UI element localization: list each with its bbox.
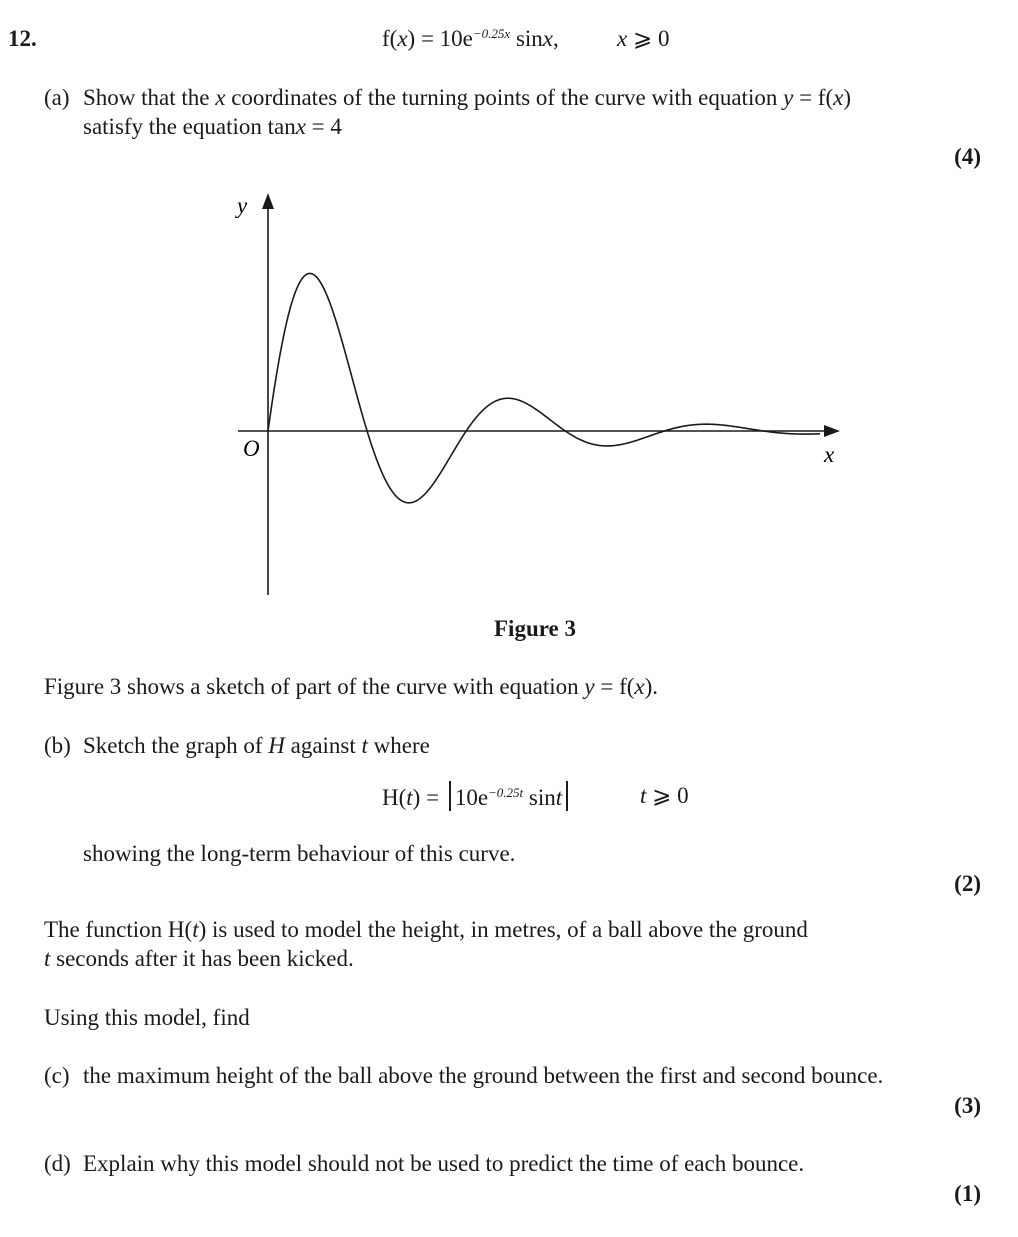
definition-exponent: −0.25x	[472, 26, 511, 41]
abs-bar-right	[566, 781, 568, 811]
formula-domain	[640, 781, 689, 810]
definition-lhs: f(	[382, 26, 398, 51]
context-text: ) is used to model the height, in metres, of a ball above the ground	[198, 917, 808, 942]
part-c-text: the maximum height of the ball above the ground between the first and second bounce.	[83, 1063, 884, 1088]
context-t: t	[44, 946, 51, 971]
part-a-line1	[83, 83, 851, 112]
formula-var: t	[406, 785, 413, 810]
intro-x: x	[634, 674, 645, 699]
part-b-marks: (2)	[954, 871, 981, 896]
part-b-label: (b)	[44, 733, 71, 758]
context-line1	[44, 915, 808, 944]
context-line2	[44, 944, 354, 973]
intro-y: y	[584, 674, 595, 699]
part-b-text: where	[367, 733, 430, 758]
domain-var: x	[617, 26, 628, 51]
formula-lhs: H(	[382, 785, 407, 810]
context-text: The function H(	[44, 917, 193, 942]
formula-inner: 10e	[454, 785, 489, 810]
part-a-text: = f(	[793, 85, 834, 110]
y-axis-label: y	[237, 193, 248, 218]
part-a-text: = 4	[305, 114, 342, 139]
formula-domain-var: t	[640, 783, 647, 808]
intro-text: = f(	[594, 674, 635, 699]
figure-intro	[44, 672, 658, 701]
part-b-formula	[382, 781, 572, 812]
part-d-text: Explain why this model should not be used to predict the time of each bounce.	[83, 1151, 805, 1176]
part-d-label: (d)	[44, 1151, 71, 1176]
figure-caption: Figure 3	[494, 616, 576, 641]
part-b-text: against	[284, 733, 362, 758]
part-b-H: H	[268, 733, 285, 758]
origin-label: O	[243, 436, 260, 461]
formula-sin-var: t	[555, 785, 563, 810]
part-a-text: )	[843, 85, 851, 110]
part-d-marks: (1)	[954, 1181, 981, 1206]
formula-sin: sin	[523, 785, 556, 810]
function-definition	[382, 24, 559, 53]
formula-mid: ) =	[412, 785, 445, 810]
x-axis-label: x	[824, 442, 835, 467]
part-a-x: x	[215, 85, 226, 110]
curve	[268, 273, 820, 502]
part-a-text: Show that the	[83, 85, 216, 110]
part-a-text: coordinates of the turning points of the curve with equation	[225, 85, 784, 110]
question-number: 12.	[8, 26, 37, 51]
part-c-marks: (3)	[954, 1093, 981, 1118]
definition-mid: ) = 10e	[407, 26, 473, 51]
using-model-text: Using this model, find	[44, 1005, 250, 1030]
definition-sin: sin	[510, 26, 543, 51]
context-t: t	[192, 917, 199, 942]
y-axis-arrow	[262, 193, 274, 209]
part-a-label: (a)	[44, 85, 70, 110]
part-a-y: y	[783, 85, 794, 110]
part-a-x: x	[295, 114, 306, 139]
part-a-marks: (4)	[954, 144, 981, 169]
x-axis-arrow	[824, 425, 840, 437]
part-b-text: Sketch the graph of	[83, 733, 269, 758]
domain-rest: ⩾ 0	[627, 26, 670, 51]
definition-comma: ,	[553, 26, 559, 51]
part-b-follow: showing the long-term behaviour of this curve.	[83, 841, 516, 866]
definition-var: x	[397, 26, 408, 51]
part-b-t: t	[361, 733, 368, 758]
part-a-x: x	[833, 85, 844, 110]
formula-domain-rest: ⩾ 0	[646, 783, 689, 808]
definition-domain	[617, 24, 670, 53]
part-c-label: (c)	[44, 1063, 70, 1088]
part-b-line	[83, 731, 430, 760]
definition-sin-var: x	[542, 26, 553, 51]
part-a-line2	[83, 112, 342, 141]
context-text: seconds after it has been kicked.	[50, 946, 354, 971]
formula-exponent: −0.25t	[488, 785, 524, 800]
intro-text: ).	[644, 674, 659, 699]
abs-bar-left	[449, 781, 451, 811]
figure-3-graph	[220, 185, 860, 605]
part-a-text: satisfy the equation tan	[83, 114, 296, 139]
intro-text: Figure 3 shows a sketch of part of the curve with equation	[44, 674, 585, 699]
